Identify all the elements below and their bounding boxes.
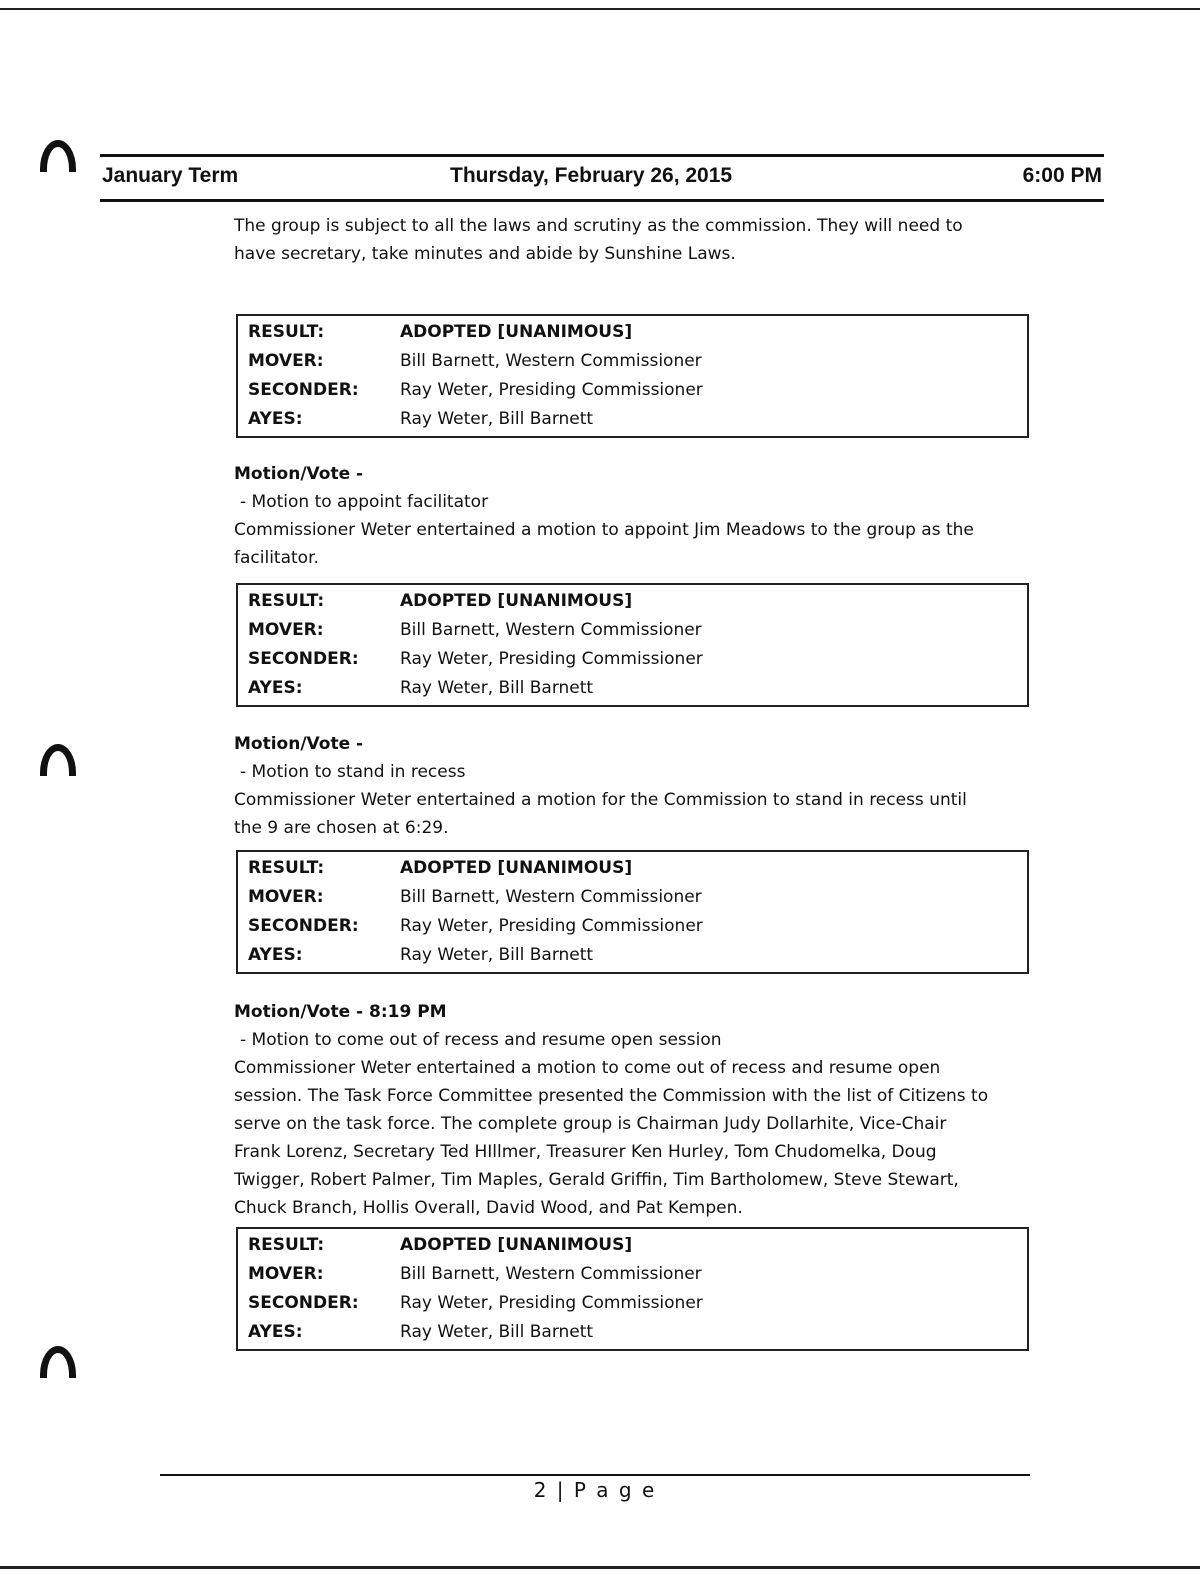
motion-section: Motion/Vote - 8:19 PM - Motion to come out of recess and resume open session Commissioner Weter entertained a motion to come out of recess and resume open session. The Task Force Committee presented the Commission with the list of Citizens to serve on the task force. The complete group is Chairman Judy Dollarhite, Vice-Chair Frank Lorenz, Secretary Ted HIllmer, Treasurer Ken Hurley, Tom Chudomelka, Doug Twigger, Robert Palmer, Tim Maples, Gerald Griffin, Tim Bartholomew, Steve Stewart, Chuck Branch, Hollis Overall, David Wood, and Pat Kempen. [234,998,1034,1222]
vote-row-seconder: SECONDER: Ray Weter, Presiding Commissioner [248,916,703,936]
vote-result-box [236,583,1029,707]
vote-result-box [236,850,1029,974]
page-header [102,164,1102,194]
scan-edge-top [0,8,1200,10]
vote-row-seconder: SECONDER: Ray Weter, Presiding Commissioner [248,1293,703,1313]
vote-row-mover: MOVER: Bill Barnett, Western Commissioner [248,351,702,371]
punch-hole-top [40,140,76,172]
motion-heading: Motion/Vote - [234,734,364,754]
vote-row-seconder: SECONDER: Ray Weter, Presiding Commissioner [248,380,703,400]
vote-result-box [236,1227,1029,1351]
motion-section: Motion/Vote - - Motion to stand in recess Commissioner Weter entertained a motion for the Commission to stand in recess until the 9 are chosen at 6:29. [234,730,1034,842]
vote-row-mover: MOVER: Bill Barnett, Western Commissioner [248,620,702,640]
vote-row-mover: MOVER: Bill Barnett, Western Commissioner [248,1264,702,1284]
header-date: Thursday, February 26, 2015 [450,164,733,187]
vote-row-seconder: SECONDER: Ray Weter, Presiding Commissioner [248,649,703,669]
motion-subtitle: - Motion to come out of recess and resume open session [240,1030,722,1050]
vote-row-result: RESULT: ADOPTED [UNANIMOUS] [248,322,633,342]
scan-edge-bottom [0,1566,1200,1569]
page-number: 2 | P a g e [533,1478,657,1502]
punch-hole-bottom [40,1346,76,1378]
vote-row-result: RESULT: ADOPTED [UNANIMOUS] [248,858,633,878]
motion-subtitle: - Motion to appoint facilitator [240,492,489,512]
vote-row-mover: MOVER: Bill Barnett, Western Commissioner [248,887,702,907]
vote-row-ayes: AYES: Ray Weter, Bill Barnett [248,945,594,965]
vote-row-result: RESULT: ADOPTED [UNANIMOUS] [248,1235,633,1255]
motion-heading: Motion/Vote - 8:19 PM [234,1002,447,1022]
header-time: 6:00 PM [1022,164,1102,187]
header-rule-top [100,154,1104,157]
footer-rule [160,1474,1030,1476]
vote-result-box [236,314,1029,438]
vote-row-result: RESULT: ADOPTED [UNANIMOUS] [248,591,633,611]
punch-hole-middle [40,744,76,776]
intro-paragraph: The group is subject to all the laws and scrutiny as the commission. They will need to have secretary, take minutes and abide by Sunshine Laws. [234,216,963,264]
vote-row-ayes: AYES: Ray Weter, Bill Barnett [248,409,594,429]
header-rule-bottom [100,199,1104,202]
vote-row-ayes: AYES: Ray Weter, Bill Barnett [248,1322,594,1342]
vote-row-ayes: AYES: Ray Weter, Bill Barnett [248,678,594,698]
header-term: January Term [102,164,239,187]
motion-section: Motion/Vote - - Motion to appoint facilitator Commissioner Weter entertained a motion to appoint Jim Meadows to the group as the facilitator. [234,460,1034,572]
motion-subtitle: - Motion to stand in recess [240,762,466,782]
motion-heading: Motion/Vote - [234,464,364,484]
